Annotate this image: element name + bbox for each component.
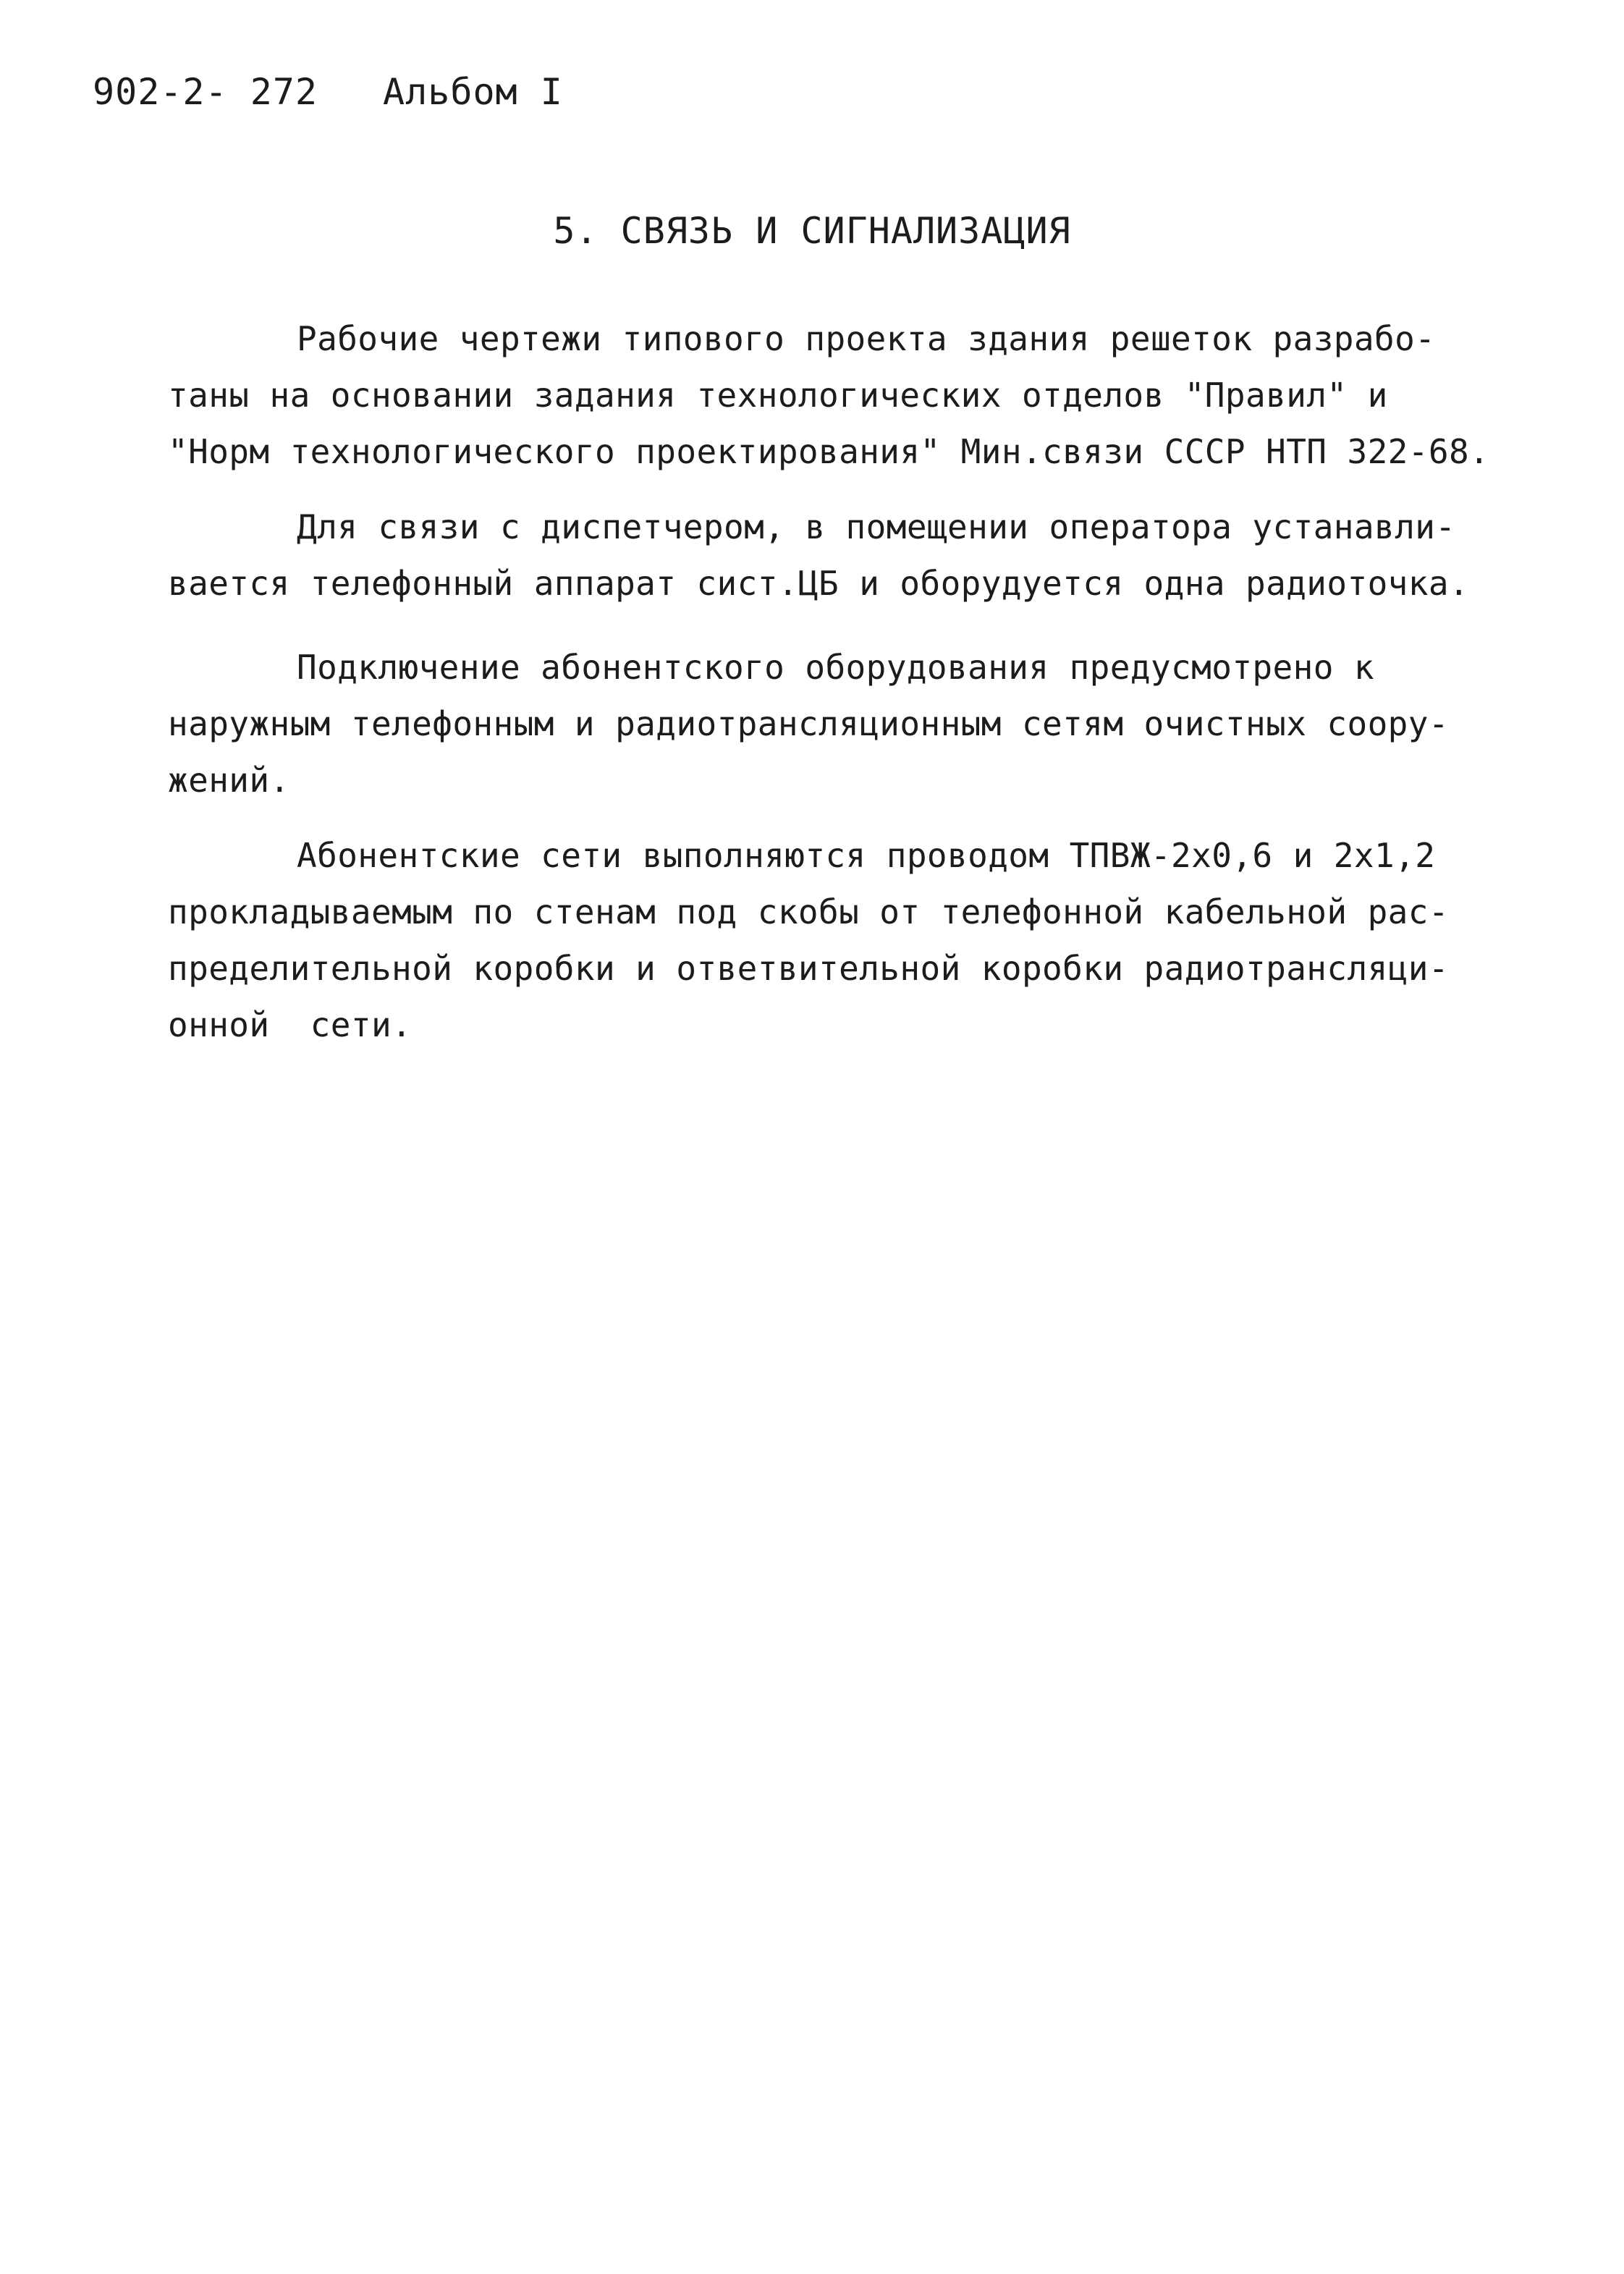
paragraph-1-line-2: таны на основании задания технологических отделов "Правил" и bbox=[168, 376, 1388, 415]
document-code: 902-2- 272 bbox=[93, 71, 318, 113]
paragraph-3-line-3: жений. bbox=[168, 761, 290, 800]
paragraph-1-line-3: "Норм технологического проектирования" Мин.связи СССР НТП 322-68. bbox=[168, 432, 1490, 471]
page-header bbox=[93, 71, 563, 113]
paragraph-4-line-2: прокладываемым по стенам под скобы от телефонной кабельной рас- bbox=[168, 892, 1449, 931]
paragraph-2-line-1: Для связи с диспетчером, в помещении оператора устанавли- bbox=[297, 507, 1456, 546]
paragraph-4-line-1: Абонентские сети выполняются проводом ТПВЖ-2х0,6 и 2х1,2 bbox=[297, 836, 1436, 875]
paragraph-4-line-4: онной сети. bbox=[168, 1005, 413, 1044]
album-label: Альбом I bbox=[383, 71, 563, 113]
paragraph-1-line-1: Рабочие чертежи типового проекта здания решеток разрабо- bbox=[297, 319, 1436, 358]
paragraph-3-line-2: наружным телефонным и радиотрансляционным сетям очистных соору- bbox=[168, 704, 1449, 743]
paragraph-2-line-2: вается телефонный аппарат сист.ЦБ и оборудуется одна радиоточка. bbox=[168, 564, 1470, 603]
section-title: 5. СВЯЗЬ И СИГНАЛИЗАЦИЯ bbox=[553, 210, 1071, 252]
paragraph-3-line-1: Подключение абонентского оборудования предусмотрено к bbox=[297, 648, 1374, 687]
paragraph-4-line-3: пределительной коробки и ответвительной коробки радиотрансляци- bbox=[168, 949, 1449, 988]
